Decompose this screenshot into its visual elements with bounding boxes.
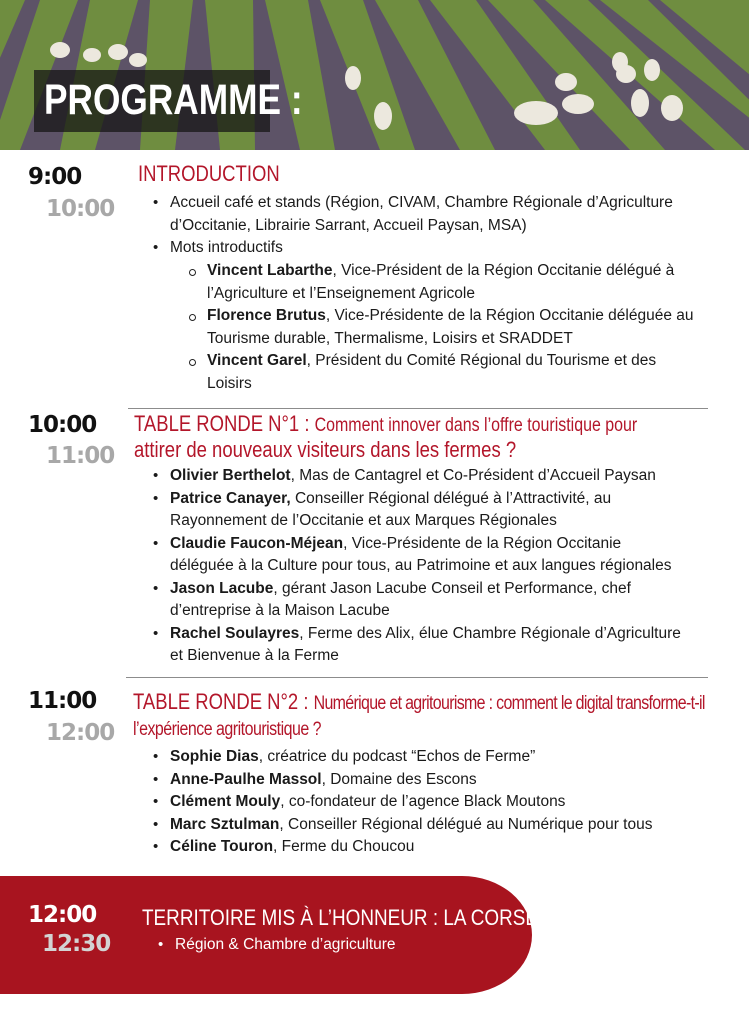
speaker-item-continued: d’entreprise à la Maison Lacube [170, 602, 390, 619]
session-1-list [170, 192, 673, 260]
list-item: • Région & Chambre d’agriculture [175, 934, 396, 957]
speaker-item: • Claudie Faucon-Méjean, Vice-Présidente de la Région Occitanie [170, 533, 681, 556]
session-4-end-time: 12:30 [42, 931, 111, 957]
session-1-end-time: 10:00 [46, 196, 115, 222]
list-item: • Accueil café et stands (Région, CIVAM, Chambre Régionale d’Agriculture [170, 192, 673, 215]
speaker-item: • Marc Sztulman, Conseiller Régional délégué au Numérique pour tous [170, 814, 652, 837]
session-3-end-time: 12:00 [46, 720, 115, 746]
speaker-item-continued: déléguée à la Culture pour tous, au Patrimoine et aux langues régionales [170, 557, 672, 574]
speaker-item: • Anne-Paulhe Massol, Domaine des Escons [170, 769, 652, 792]
list-item-continued: d’Occitanie, Librairie Sarrant, Accueil Paysan, MSA) [170, 216, 527, 234]
session-4-list [175, 934, 396, 957]
section-divider [126, 677, 708, 678]
page-title: PROGRAMME : [44, 76, 303, 124]
session-2-speakers [170, 465, 681, 668]
speaker-item: • Clément Mouly, co-fondateur de l’agence Black Moutons [170, 791, 652, 814]
speaker-item: • Olivier Berthelot, Mas de Cantagrel et Co-Président d’Accueil Paysan [170, 465, 681, 488]
speaker-item: • Céline Touron, Ferme du Choucou [170, 836, 652, 859]
session-1-heading: INTRODUCTION [138, 161, 280, 186]
session-1-start-time: 9:00 [28, 164, 82, 190]
session-3-start-time: 11:00 [28, 688, 97, 714]
session-3-heading: TABLE RONDE N°2 : Numérique et agritourisme : comment le digital transforme-t-il l’expérience agritouristique ? [133, 689, 705, 740]
session-2-heading: TABLE RONDE N°1 : Comment innover dans l’offre touristique pour attirer de nouveaux visiteurs dans les fermes ? [134, 411, 638, 462]
speaker-item-continued: Tourisme durable, Thermalisme, Loisirs et SRADDET [207, 329, 573, 347]
session-4-heading: TERRITOIRE MIS À L’HONNEUR : LA CORSE [142, 905, 539, 930]
section-divider [128, 408, 708, 409]
speaker-item-continued: et Bienvenue à la Ferme [170, 647, 339, 664]
speaker-item: • Rachel Soulayres, Ferme des Alix, élue Chambre Régionale d’Agriculture [170, 623, 681, 646]
speaker-item: Vincent Garel, Président du Comité Régional du Tourisme et des [207, 350, 694, 373]
session-4-start-time: 12:00 [28, 902, 97, 928]
speaker-item-continued: Rayonnement de l’Occitanie et aux Marques Régionales [170, 512, 557, 529]
speaker-item: Vincent Labarthe, Vice-Président de la Région Occitanie délégué à [207, 260, 694, 283]
speaker-item-continued: Loisirs [207, 374, 252, 392]
speaker-item: • Sophie Dias, créatrice du podcast “Echos de Ferme” [170, 746, 652, 769]
list-item: • Mots introductifs [170, 237, 673, 260]
speaker-item: Florence Brutus, Vice-Présidente de la Région Occitanie déléguée au [207, 305, 694, 328]
session-2-start-time: 10:00 [28, 412, 97, 438]
session-3-speakers [170, 746, 652, 859]
speaker-item: • Jason Lacube, gérant Jason Lacube Conseil et Performance, chef [170, 578, 681, 601]
session-2-end-time: 11:00 [46, 443, 115, 469]
speaker-item-continued: l’Agriculture et l’Enseignement Agricole [207, 284, 475, 302]
session-1-speakers [207, 260, 694, 395]
speaker-item: • Patrice Canayer, Conseiller Régional délégué à l’Attractivité, au [170, 488, 681, 511]
